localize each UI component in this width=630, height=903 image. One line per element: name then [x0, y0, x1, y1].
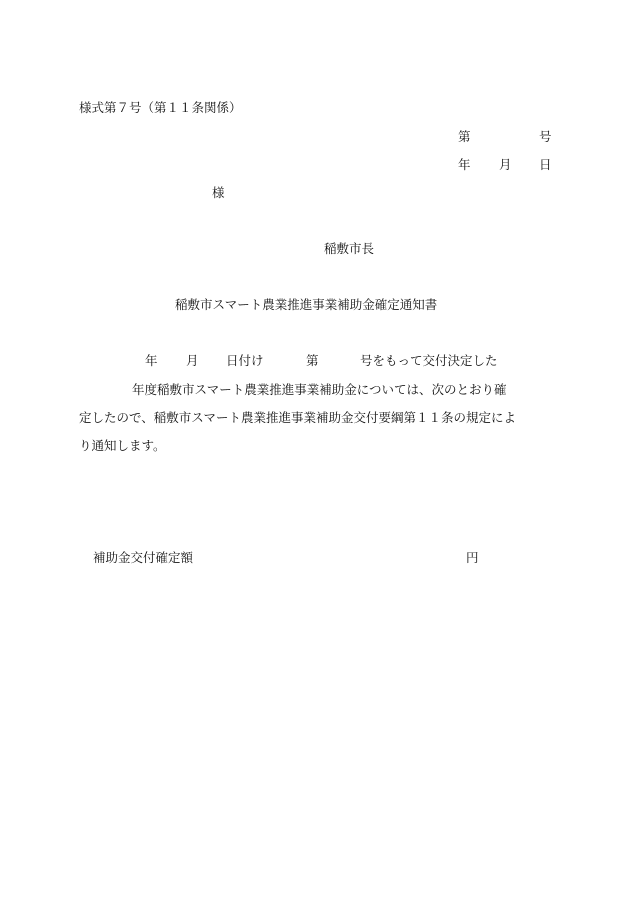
reference-number-prefix: 第: [306, 353, 319, 368]
date-day: 日: [539, 157, 552, 172]
body-line-1: 年度稲敷市スマート農業推進事業補助金については、次のとおり確: [132, 382, 507, 397]
doc-number-suffix: 号: [539, 129, 552, 144]
reference-day-dated: 日付け: [226, 353, 264, 368]
form-number: 様式第７号（第１１条関係）: [79, 100, 242, 115]
amount-label: 補助金交付確定額: [93, 550, 194, 565]
reference-year: 年: [145, 353, 158, 368]
recipient-honorific: 様: [212, 185, 225, 200]
date-year: 年: [458, 157, 471, 172]
body-line-2: 定したので、稲敷市スマート農業推進事業補助金交付要綱第１１条の規定によ: [79, 410, 517, 425]
amount-unit: 円: [466, 550, 479, 565]
date-month: 月: [499, 157, 512, 172]
body-line-3: り通知します。: [79, 438, 166, 453]
reference-month: 月: [186, 353, 199, 368]
issuer-name: 稲敷市長: [324, 241, 375, 256]
reference-number-suffix: 号をもって交付決定した: [360, 353, 498, 368]
doc-number-prefix: 第: [458, 129, 471, 144]
document-title: 稲敷市スマート農業推進事業補助金確定通知書: [175, 297, 438, 312]
